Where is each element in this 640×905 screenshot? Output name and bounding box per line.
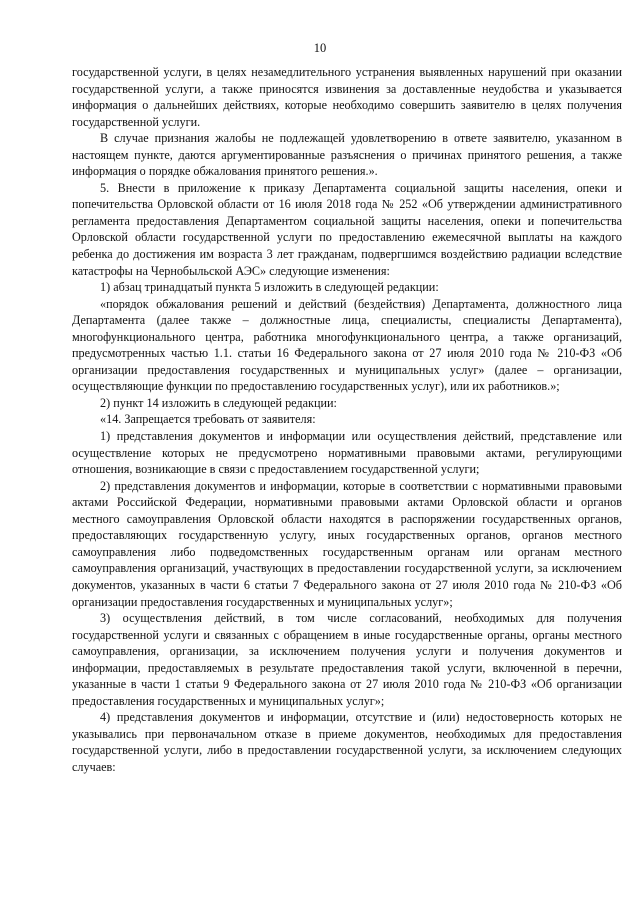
paragraph-complaint-outcome-continued: государственной услуги, в целях незамедлительного устранения выявленных нарушений при оказании государственной услуги, а также приносятся извинения за доставленные неудобства и указывается информация о дальнейших действиях, которые необходимо совершить заявителю в целях получения государственной услуги. [72,65,622,129]
paragraph-prohibition-2: 2) представления документов и информации, которые в соответствии с нормативными правовыми актами Российской Федерации, нормативными правовыми актами Орловской области и органов местного самоуправления Орловской области находятся в распоряжении государственных органов, предоставляющих государственную услугу, иных государственных органов, органов местного самоуправления либо подведомственных государственным органам или органам местного самоуправления организаций, участвующих в предоставлении государственной услуги, за исключением документов, указанных в части 6 статьи 7 Федерального закона от 27 июля 2010 года № 210-ФЗ «Об организации предоставления государственных и муниципальных услуг»; [72,478,622,609]
paragraph-appeal-procedure-quote: «порядок обжалования решений и действий (бездействия) Департамента, должностного лица Департамента (далее также – должностные лица, специалисты, специалисты Департамента), многофункционального центра, работника многофункционального центра, а также организаций, предусмотренных частью 1.1. статьи 16 Федерального закона от 27 июля 2010 года № 210-ФЗ «Об организации предоставления государственных и муниципальных услуг» (далее – организации, осуществляющие функции по предоставлению государственных услуг), или их работников.»; [72,296,622,394]
paragraph-prohibition-3: 3) осуществления действий, в том числе согласований, необходимых для получения государственной услуги и связанных с обращением в иные государственные органы, органы местного самоуправления, организации, за исключением получения услуги и получения документов и информации, предоставляемых в результате предоставления такой услуги, включенной в перечни, указанные в части 1 статьи 9 Федерального закона от 27 июля 2010 года № 210-ФЗ «Об организации предоставления государственных и муниципальных услуг»; [72,611,622,708]
paragraph-subitem-1: 1) абзац тринадцатый пункта 5 изложить в следующей редакции: [100,280,439,295]
paragraph-prohibition-4: 4) представления документов и информации, отсутствие и (или) недостоверность которых не указывались при первоначальном отказе в приеме документов, необходимых для предоставления государственной услуги, либо в предоставлении государственной услуги, за исключением следующих случаев: [72,710,622,774]
paragraph-complaint-rejected: В случае признания жалобы не подлежащей удовлетворению в ответе заявителю, указанном в настоящем пункте, даются аргументированные разъяснения о причинах принятого решения, а также информация о порядке обжалования принятого решения.». [72,131,622,179]
paragraph-subitem-2: 2) пункт 14 изложить в следующей редакции: [100,395,337,410]
paragraph-item-14-heading: «14. Запрещается требовать от заявителя: [100,412,316,427]
paragraph-item-5-amendments: 5. Внести в приложение к приказу Департамента социальной защиты населения, опеки и попечительства Орловской области от 16 июля 2018 года № 252 «Об утверждении административного регламента предоставления Департаментом социальной защиты населения, опеки и попечительства Орловской области государственной услуги по предоставлению ежемесячной выплаты на каждого ребенка до достижения им возраста 3 лет гражданам, подвергшимся воздействию радиации вследствие катастрофы на Чернобыльской АЭС» следующие изменения: [72,180,622,278]
page-number: 10 [313,41,327,55]
document-body [72,64,622,776]
paragraph-prohibition-1: 1) представления документов и информации или осуществления действий, представление или осуществление которых не предусмотрено нормативными правовыми актами, регулирующими отношения, возникающие в связи с предоставлением государственной услуги; [72,429,622,477]
